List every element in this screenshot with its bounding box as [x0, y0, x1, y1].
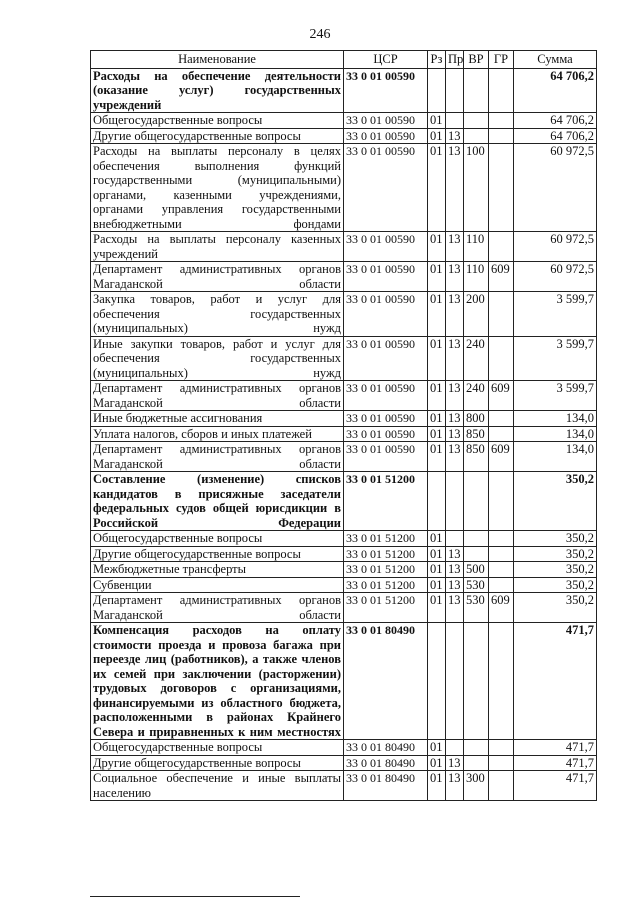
- cell-pr: 13: [446, 771, 464, 801]
- table-row: [91, 411, 597, 427]
- header-rz: Рз: [428, 51, 446, 69]
- cell-gr: 609: [489, 262, 514, 292]
- cell-pr: 13: [446, 593, 464, 623]
- cell-rz: 01: [428, 562, 446, 578]
- cell-csr: 33 0 01 00590: [344, 381, 428, 411]
- cell-rz: 01: [428, 740, 446, 756]
- cell-gr: [489, 562, 514, 578]
- cell-vr: 100: [464, 144, 489, 232]
- cell-vr: 800: [464, 411, 489, 427]
- table-row: [91, 623, 597, 740]
- cell-csr: 33 0 01 00590: [344, 68, 428, 113]
- cell-gr: [489, 623, 514, 740]
- cell-csr: 33 0 01 00590: [344, 336, 428, 381]
- cell-sum: 134,0: [514, 411, 597, 427]
- cell-csr: 33 0 01 00590: [344, 442, 428, 472]
- cell-name: Департамент административных органов Магаданской области: [91, 593, 344, 623]
- cell-sum: 471,7: [514, 740, 597, 756]
- cell-name: Другие общегосударственные вопросы: [91, 755, 344, 771]
- cell-sum: 3 599,7: [514, 381, 597, 411]
- cell-pr: 13: [446, 755, 464, 771]
- cell-sum: 350,2: [514, 472, 597, 531]
- cell-name: Расходы на выплаты персоналу в целях обеспечения выполнения функций государственными (муниципальными) органами, казенными учреждениями, органами управления государственными внебюджетными фондами: [91, 144, 344, 232]
- cell-name: Департамент административных органов Магаданской области: [91, 381, 344, 411]
- cell-name: Общегосударственные вопросы: [91, 740, 344, 756]
- cell-name: Составление (изменение) списков кандидатов в присяжные заседатели федеральных судов общей юрисдикции в Российской Федерации: [91, 472, 344, 531]
- cell-rz: 01: [428, 232, 446, 262]
- table-row: [91, 740, 597, 756]
- cell-vr: 110: [464, 232, 489, 262]
- cell-name: Социальное обеспечение и иные выплаты населению: [91, 771, 344, 801]
- cell-sum: 60 972,5: [514, 144, 597, 232]
- cell-name: Субвенции: [91, 577, 344, 593]
- cell-pr: [446, 113, 464, 129]
- table-row: [91, 144, 597, 232]
- cell-gr: [489, 113, 514, 129]
- cell-vr: 850: [464, 442, 489, 472]
- cell-pr: 13: [446, 442, 464, 472]
- cell-rz: 01: [428, 336, 446, 381]
- table-row: [91, 755, 597, 771]
- cell-rz: 01: [428, 113, 446, 129]
- cell-name: Компенсация расходов на оплату стоимости проезда и провоза багажа при переезде лиц (работников), а также членов их семей при заключении (расторжении) трудовых договоров с организациями, финансируемыми из областного бюджета, расположенными в районах Крайнего Севера и приравненных к ним местностях: [91, 623, 344, 740]
- cell-rz: 01: [428, 771, 446, 801]
- cell-name: Иные закупки товаров, работ и услуг для обеспечения государственных (муниципальных) нужд: [91, 336, 344, 381]
- table-row: [91, 577, 597, 593]
- cell-vr: 200: [464, 292, 489, 337]
- table-row: [91, 426, 597, 442]
- table-row: [91, 562, 597, 578]
- table-row: [91, 442, 597, 472]
- cell-rz: 01: [428, 442, 446, 472]
- cell-vr: 530: [464, 577, 489, 593]
- cell-csr: 33 0 01 51200: [344, 562, 428, 578]
- cell-sum: 350,2: [514, 577, 597, 593]
- table-row: [91, 472, 597, 531]
- cell-gr: [489, 755, 514, 771]
- cell-gr: [489, 577, 514, 593]
- cell-rz: 01: [428, 426, 446, 442]
- cell-pr: 13: [446, 411, 464, 427]
- cell-rz: 01: [428, 292, 446, 337]
- cell-pr: 13: [446, 381, 464, 411]
- cell-sum: 471,7: [514, 771, 597, 801]
- table-row: [91, 292, 597, 337]
- cell-pr: 13: [446, 232, 464, 262]
- cell-name: Общегосударственные вопросы: [91, 531, 344, 547]
- cell-sum: 134,0: [514, 442, 597, 472]
- cell-name: Закупка товаров, работ и услуг для обеспечения государственных (муниципальных) нужд: [91, 292, 344, 337]
- cell-pr: [446, 68, 464, 113]
- cell-csr: 33 0 01 51200: [344, 593, 428, 623]
- cell-rz: [428, 68, 446, 113]
- cell-vr: [464, 740, 489, 756]
- cell-pr: 13: [446, 577, 464, 593]
- cell-rz: 01: [428, 755, 446, 771]
- cell-sum: 60 972,5: [514, 232, 597, 262]
- footer-divider: [90, 896, 300, 897]
- cell-sum: 471,7: [514, 623, 597, 740]
- cell-csr: 33 0 01 80490: [344, 740, 428, 756]
- cell-rz: 01: [428, 411, 446, 427]
- cell-csr: 33 0 01 51200: [344, 577, 428, 593]
- table-row: [91, 381, 597, 411]
- cell-gr: [489, 292, 514, 337]
- cell-sum: 350,2: [514, 531, 597, 547]
- table-row: [91, 113, 597, 129]
- table-row: [91, 771, 597, 801]
- cell-pr: [446, 472, 464, 531]
- cell-rz: 01: [428, 546, 446, 562]
- cell-rz: [428, 472, 446, 531]
- header-sum: Сумма: [514, 51, 597, 69]
- cell-vr: 110: [464, 262, 489, 292]
- cell-pr: 13: [446, 262, 464, 292]
- cell-csr: 33 0 01 51200: [344, 531, 428, 547]
- table-row: [91, 262, 597, 292]
- cell-gr: 609: [489, 381, 514, 411]
- cell-gr: 609: [489, 593, 514, 623]
- cell-csr: 33 0 01 00590: [344, 232, 428, 262]
- cell-pr: 13: [446, 292, 464, 337]
- cell-sum: 64 706,2: [514, 128, 597, 144]
- cell-pr: [446, 623, 464, 740]
- cell-gr: [489, 411, 514, 427]
- cell-name: Департамент административных органов Магаданской области: [91, 442, 344, 472]
- table-body: [91, 68, 597, 801]
- cell-csr: 33 0 01 00590: [344, 144, 428, 232]
- cell-gr: [489, 531, 514, 547]
- cell-sum: 471,7: [514, 755, 597, 771]
- table-row: [91, 128, 597, 144]
- page-number: 246: [309, 27, 331, 42]
- cell-vr: [464, 755, 489, 771]
- cell-pr: [446, 531, 464, 547]
- table-row: [91, 531, 597, 547]
- header-csr: ЦСР: [344, 51, 428, 69]
- cell-pr: 13: [446, 336, 464, 381]
- cell-name: Другие общегосударственные вопросы: [91, 128, 344, 144]
- cell-name: Расходы на обеспечение деятельности (оказание услуг) государственных учреждений: [91, 68, 344, 113]
- cell-vr: 500: [464, 562, 489, 578]
- cell-csr: 33 0 01 80490: [344, 623, 428, 740]
- table-row: [91, 68, 597, 113]
- cell-csr: 33 0 01 51200: [344, 472, 428, 531]
- cell-vr: 850: [464, 426, 489, 442]
- cell-gr: [489, 740, 514, 756]
- cell-name: Расходы на выплаты персоналу казенных учреждений: [91, 232, 344, 262]
- cell-vr: 530: [464, 593, 489, 623]
- cell-pr: 13: [446, 426, 464, 442]
- cell-sum: 60 972,5: [514, 262, 597, 292]
- cell-csr: 33 0 01 00590: [344, 411, 428, 427]
- cell-sum: 3 599,7: [514, 336, 597, 381]
- cell-vr: [464, 546, 489, 562]
- table-row: [91, 546, 597, 562]
- cell-sum: 350,2: [514, 562, 597, 578]
- cell-csr: 33 0 01 80490: [344, 755, 428, 771]
- cell-rz: 01: [428, 262, 446, 292]
- cell-name: Другие общегосударственные вопросы: [91, 546, 344, 562]
- cell-name: Межбюджетные трансферты: [91, 562, 344, 578]
- header-name: Наименование: [91, 51, 344, 69]
- cell-gr: [489, 68, 514, 113]
- cell-gr: 609: [489, 442, 514, 472]
- cell-gr: [489, 144, 514, 232]
- cell-vr: 300: [464, 771, 489, 801]
- cell-rz: [428, 623, 446, 740]
- cell-csr: 33 0 01 00590: [344, 426, 428, 442]
- cell-gr: [489, 232, 514, 262]
- cell-pr: 13: [446, 128, 464, 144]
- cell-vr: 240: [464, 336, 489, 381]
- cell-csr: 33 0 01 51200: [344, 546, 428, 562]
- header-pr: Пр: [446, 51, 464, 69]
- cell-rz: 01: [428, 593, 446, 623]
- cell-pr: 13: [446, 546, 464, 562]
- cell-gr: [489, 336, 514, 381]
- cell-name: Департамент административных органов Магаданской области: [91, 262, 344, 292]
- cell-rz: 01: [428, 128, 446, 144]
- cell-rz: 01: [428, 531, 446, 547]
- cell-gr: [489, 771, 514, 801]
- cell-rz: 01: [428, 381, 446, 411]
- cell-sum: 350,2: [514, 546, 597, 562]
- cell-sum: 64 706,2: [514, 68, 597, 113]
- cell-gr: [489, 546, 514, 562]
- cell-pr: [446, 740, 464, 756]
- cell-csr: 33 0 01 00590: [344, 262, 428, 292]
- cell-vr: [464, 531, 489, 547]
- cell-vr: [464, 472, 489, 531]
- cell-csr: 33 0 01 00590: [344, 292, 428, 337]
- cell-name: Иные бюджетные ассигнования: [91, 411, 344, 427]
- cell-rz: 01: [428, 577, 446, 593]
- cell-pr: 13: [446, 562, 464, 578]
- cell-sum: 350,2: [514, 593, 597, 623]
- cell-name: Общегосударственные вопросы: [91, 113, 344, 129]
- cell-sum: 64 706,2: [514, 113, 597, 129]
- table-row: [91, 336, 597, 381]
- table-header-row: [91, 51, 597, 69]
- cell-csr: 33 0 01 80490: [344, 771, 428, 801]
- cell-vr: [464, 623, 489, 740]
- cell-vr: 240: [464, 381, 489, 411]
- cell-vr: [464, 68, 489, 113]
- budget-table: [90, 50, 597, 801]
- cell-vr: [464, 128, 489, 144]
- cell-sum: 134,0: [514, 426, 597, 442]
- header-vr: ВР: [464, 51, 489, 69]
- cell-pr: 13: [446, 144, 464, 232]
- cell-csr: 33 0 01 00590: [344, 113, 428, 129]
- cell-rz: 01: [428, 144, 446, 232]
- cell-gr: [489, 426, 514, 442]
- table-row: [91, 232, 597, 262]
- cell-sum: 3 599,7: [514, 292, 597, 337]
- table-row: [91, 593, 597, 623]
- cell-gr: [489, 128, 514, 144]
- cell-csr: 33 0 01 00590: [344, 128, 428, 144]
- cell-gr: [489, 472, 514, 531]
- cell-vr: [464, 113, 489, 129]
- header-gr: ГР: [489, 51, 514, 69]
- cell-name: Уплата налогов, сборов и иных платежей: [91, 426, 344, 442]
